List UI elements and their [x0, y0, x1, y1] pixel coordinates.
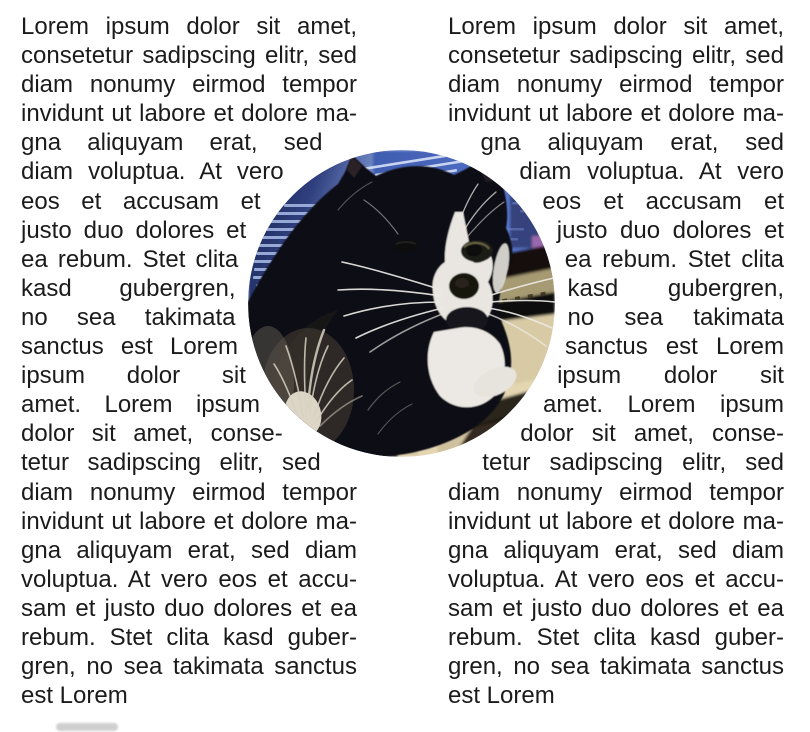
text-line: invidunt ut labore et dolore ma-	[21, 100, 357, 128]
text-line: justo duo dolores et	[556, 216, 784, 244]
text-line: tetur sadipscing elitr, sed	[21, 449, 321, 477]
cropped-ui-artifact	[56, 723, 118, 731]
text-line: gna aliquyam erat, sed diam	[448, 536, 784, 564]
text-line: voluptua. At vero eos et accu-	[448, 565, 784, 593]
text-line: ea rebum. Stet clita	[564, 245, 784, 273]
text-line: diam voluptua. At vero	[21, 158, 284, 186]
text-line: amet. Lorem ipsum	[21, 391, 260, 419]
cat-photo-illustration	[248, 150, 555, 457]
text-line: tetur sadipscing elitr, sed	[482, 449, 784, 477]
text-line: sam et justo duo dolores et ea	[21, 594, 357, 622]
text-line: kasd gubergren,	[567, 274, 784, 302]
text-line: eos et accusam et	[542, 187, 784, 215]
text-line: diam nonumy eirmod tempor	[448, 478, 784, 506]
text-line: rebum. Stet clita kasd guber-	[448, 623, 784, 651]
text-line: justo duo dolores et	[21, 216, 247, 244]
text-line: consetetur sadipscing elitr, sed	[448, 42, 784, 70]
text-line: ipsum dolor sit	[557, 362, 784, 390]
text-line: diam nonumy eirmod tempor	[21, 478, 357, 506]
text-line: diam nonumy eirmod tempor	[448, 71, 784, 99]
text-line: kasd gubergren,	[21, 274, 236, 302]
text-line: ea rebum. Stet clita	[21, 245, 239, 273]
text-line: rebum. Stet clita kasd guber-	[21, 623, 357, 651]
text-line: Lorem ipsum dolor sit amet,	[448, 13, 784, 40]
text-line: gna aliquyam erat, sed	[480, 129, 784, 157]
text-line: gna aliquyam erat, sed	[21, 129, 323, 157]
text-line: sanctus est Lorem	[565, 333, 784, 361]
text-line: no sea takimata	[567, 303, 784, 331]
text-line: consetetur sadipscing elitr, sed	[21, 42, 357, 70]
text-line: eos et accusam et	[21, 187, 261, 215]
text-line: dolor sit amet, conse-	[21, 420, 283, 448]
cat-photo	[248, 150, 555, 457]
text-line: est Lorem	[448, 682, 555, 710]
text-line: diam voluptua. At vero	[519, 158, 784, 186]
text-line: sam et justo duo dolores et ea	[448, 594, 784, 622]
text-line: gren, no sea takimata sanctus	[448, 653, 784, 681]
text-line: diam nonumy eirmod tempor	[21, 71, 357, 99]
text-line: invidunt ut labore et dolore ma-	[21, 507, 357, 535]
text-line: dolor sit amet, conse-	[520, 420, 784, 448]
text-line: no sea takimata	[21, 303, 236, 331]
text-line: voluptua. At vero eos et accu-	[21, 565, 357, 593]
text-line: invidunt ut labore et dolore ma-	[448, 507, 784, 535]
text-line: amet. Lorem ipsum	[543, 391, 784, 419]
text-line: Lorem ipsum dolor sit amet,	[21, 13, 357, 40]
text-line: gren, no sea takimata sanctus	[21, 653, 357, 681]
text-line: ipsum dolor sit	[21, 362, 246, 390]
text-line: est Lorem	[21, 682, 128, 710]
text-line: gna aliquyam erat, sed diam	[21, 536, 357, 564]
text-line: invidunt ut labore et dolore ma-	[448, 100, 784, 128]
text-line: sanctus est Lorem	[21, 333, 238, 361]
